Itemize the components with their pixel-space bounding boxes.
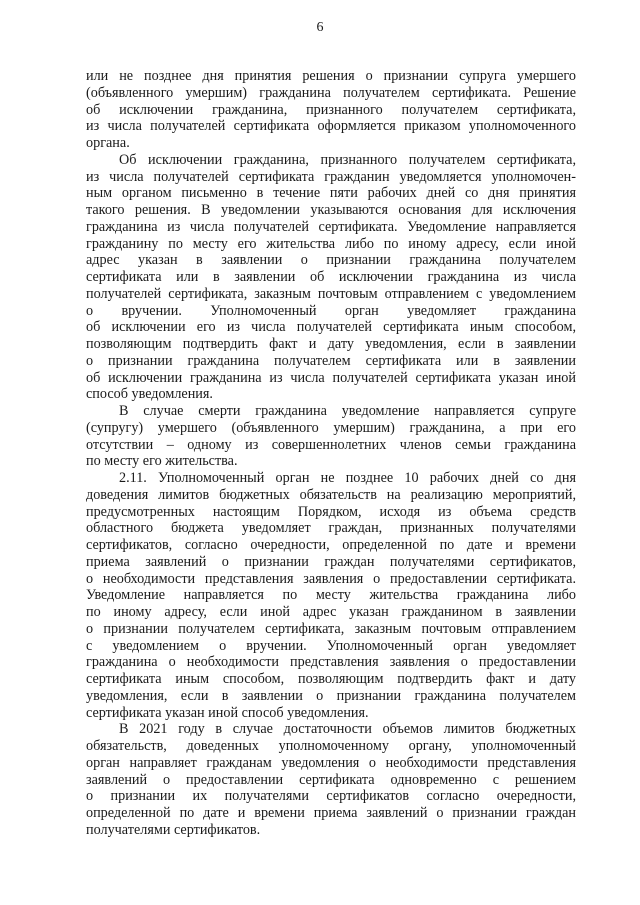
text-line: с уведомлением о вручении. Уполномоченный орган уведомляет <box>86 637 576 654</box>
text-line: сертификата иным способом, позволяющим подтвердить факт и дату <box>86 671 576 687</box>
text-line: (супругу) умершего (объявленного умершим) гражданина, а при его <box>86 419 576 436</box>
page-number: 6 <box>316 20 324 35</box>
text-line: обязательств, доведенных уполномоченному органу, уполномоченный <box>86 738 576 754</box>
text-line: об исключении гражданина из числа получателей сертификата указан иной <box>86 369 576 386</box>
text-line: ным органом письменно в течение пяти рабочих дней со дня принятия <box>86 185 576 202</box>
text-line: гражданину по месту его жительства либо по иному адресу, если иной <box>86 235 576 252</box>
text-line: заявлений о предоставлении сертификата одновременно с решением <box>86 771 576 788</box>
text-line: по месту его жительства. <box>86 453 238 470</box>
text-line: предусмотренных настоящим Порядком, исходя из объема средств <box>86 503 576 520</box>
text-line: гражданина о необходимости представления заявления о предоставлении <box>86 654 576 671</box>
text-line: о вручении. Уполномоченный орган уведомляет гражданина <box>86 302 576 319</box>
text-line: В случае смерти гражданина уведомление направляется супруге <box>119 403 576 419</box>
text-line: о признании гражданина получателем сертификата или в заявлении <box>86 352 576 369</box>
text-line: позволяющим подтвердить факт и дату уведомления, если в заявлении <box>86 336 576 352</box>
text-line: орган направляет гражданам уведомления о необходимости представления <box>86 754 576 771</box>
text-line: такого решения. В уведомлении указываются основания для исключения <box>86 202 576 218</box>
paragraph-5 <box>86 721 576 838</box>
text-line: об исключении его из числа получателей сертификата иным способом, <box>86 319 576 336</box>
text-line: доведения лимитов бюджетных обязательств на реализацию мероприятий, <box>86 486 576 503</box>
paragraph-2 <box>86 152 576 403</box>
text-line: В 2021 году в случае достаточности объемов лимитов бюджетных <box>119 721 576 738</box>
paragraph-4 <box>86 470 576 721</box>
text-line: сертификатов, согласно очередности, определенной по дате и времени <box>86 537 576 553</box>
text-line: или не позднее дня принятия решения о признании супруга умершего <box>86 68 576 84</box>
text-line: Об исключении гражданина, признанного получателем сертификата, <box>119 151 576 168</box>
text-line: из числа получателей сертификата оформляется приказом уполномоченного <box>86 118 576 135</box>
text-line: адрес указан в заявлении о признании гражданина получателем <box>86 252 576 269</box>
paragraph-1 <box>86 68 576 152</box>
text-line: определенной по дате и времени приема заявлений о признании граждан <box>86 805 576 821</box>
text-line: гражданина из числа получателей сертификата. Уведомление направляется <box>86 218 576 235</box>
text-line: (объявленного умершим) гражданина получателем сертификата. Решение <box>86 84 576 101</box>
text-line: отсутствии – одному из совершеннолетних членов семьи гражданина <box>86 436 576 453</box>
text-line: получателями сертификатов. <box>86 821 261 838</box>
text-line: уведомления, если в заявлении о признании гражданина получателем <box>86 687 576 704</box>
text-line: областного бюджета уведомляет граждан, признанных получателями <box>86 520 576 537</box>
text-line: о необходимости представления заявления о предоставлении сертификата. <box>86 570 576 587</box>
text-line: по иному адресу, если иной адрес указан гражданином в заявлении <box>86 604 576 620</box>
text-line: сертификата указан иной способ уведомления. <box>86 704 369 721</box>
document-body <box>86 68 576 839</box>
text-line: Уведомление направляется по месту жительства гражданина либо <box>86 587 576 604</box>
text-line: сертификата или в заявлении об исключении гражданина из числа <box>86 269 576 285</box>
text-line: способ уведомления. <box>86 386 213 403</box>
paragraph-3 <box>86 403 576 470</box>
text-line: приема заявлений о признании граждан получателями сертификатов, <box>86 553 576 570</box>
text-line: об исключении гражданина, признанного получателем сертификата, <box>86 101 576 118</box>
text-line: органа. <box>86 135 130 151</box>
text-line: о признании их получателями сертификатов согласно очередности, <box>86 788 576 805</box>
text-line: из числа получателей сертификата гражданин уведомляется уполномочен- <box>86 168 576 185</box>
text-line: получателей сертификата, заказным почтовым отправлением с уведомлением <box>86 285 576 302</box>
text-line: 2.11. Уполномоченный орган не позднее 10 рабочих дней со дня <box>119 470 576 486</box>
text-line: о признании получателем сертификата, заказным почтовым отправлением <box>86 620 576 637</box>
